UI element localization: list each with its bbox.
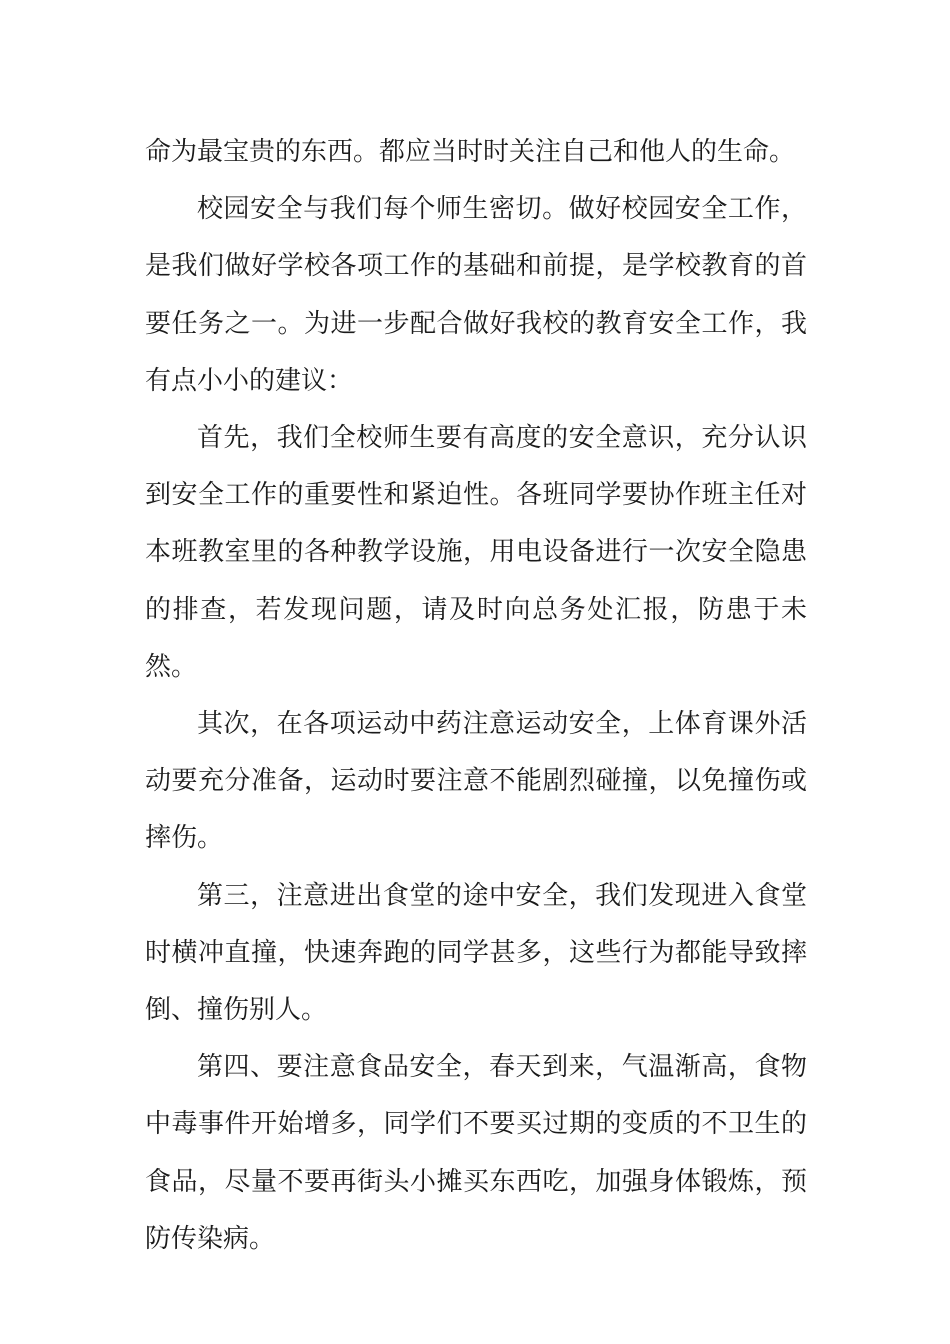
- paragraph-1: 命为最宝贵的东西。都应当时时关注自己和他人的生命。: [145, 137, 796, 167]
- paragraph-6: 第四、要注意食品安全，春天到来，气温渐高，食物中毒事件开始增多，同学们不要买过期的变质的不卫生的食品，尽量不要再街头小摊买东西吃，加强身体锻炼，预防传染病。: [145, 1052, 807, 1254]
- paragraph-2: 校园安全与我们每个师生密切。做好校园安全工作，是我们做好学校各项工作的基础和前提，是学校教育的首要任务之一。为进一步配合做好我校的教育安全工作，我有点小小的建议：: [145, 194, 807, 396]
- paragraph-4: 其次，在各项运动中药注意运动安全，上体育课外活动要充分准备，运动时要注意不能剧烈碰撞，以免撞伤或摔伤。: [145, 709, 807, 854]
- paragraph-5: 第三，注意进出食堂的途中安全，我们发现进入食堂时横冲直撞，快速奔跑的同学甚多，这些行为都能导致摔倒、撞伤别人。: [145, 880, 807, 1026]
- paragraph-3: 首先，我们全校师生要有高度的安全意识，充分认识到安全工作的重要性和紧迫性。各班同学要协作班主任对本班教室里的各种教学设施，用电设备进行一次安全隐患的排查，若发现问题，请及时向总务处汇报，防患于未然。: [145, 423, 807, 682]
- document-body: [145, 124, 807, 1268]
